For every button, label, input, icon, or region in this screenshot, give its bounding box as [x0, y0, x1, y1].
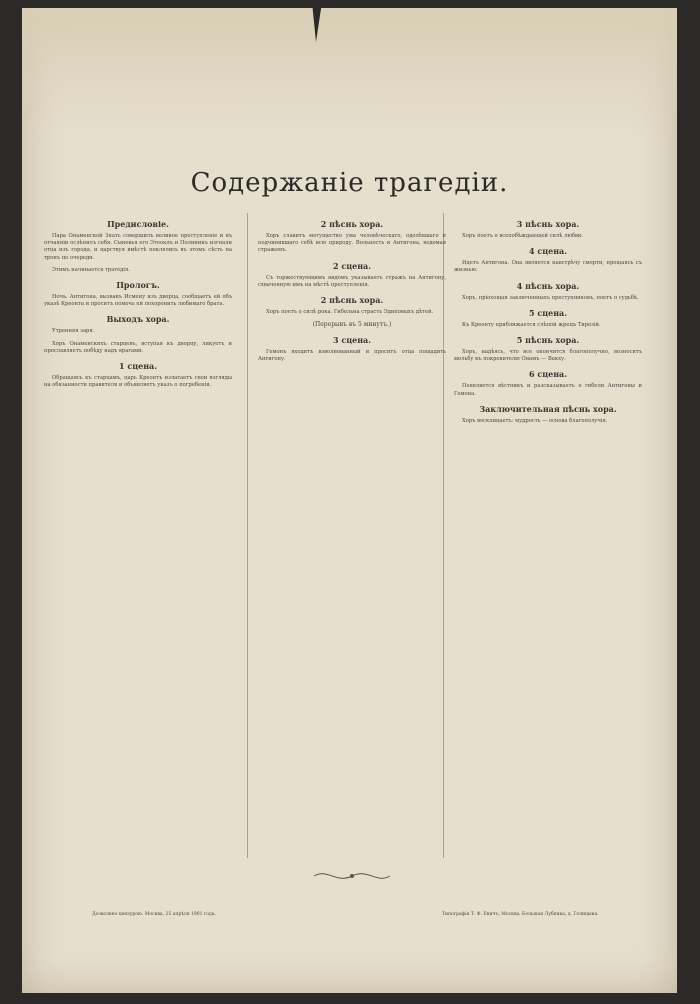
section-heading: 1 сцена. [118, 361, 158, 372]
section-text: Хоръ поетъ о силѣ рока. Гибельна страсть Эдиповыхъ дѣтей. [266, 309, 434, 316]
intermission-note: (Перерывъ въ 5 минутъ.) [312, 321, 392, 329]
section-heading: Прологъ. [116, 280, 160, 291]
column-middle [258, 213, 446, 369]
document-title: Содержаніе трагедіи. [190, 168, 509, 198]
section-text: Ночь. Антигона, вызвавъ Исмену изъ дворца, сообщаетъ ей объ указѣ Креонта и проситъ помочь ей похоронить любимаго брата. [44, 294, 232, 308]
section-heading: Выходъ хора. [106, 314, 170, 325]
section-heading: 2 пѣснь хора. [320, 295, 384, 306]
section-heading: 4 пѣснь хора. [516, 280, 580, 291]
paper-tear [312, 2, 322, 42]
section-text: Хоръ восклицаетъ: мудрость — основа благополучія. [462, 417, 608, 424]
censorship-note: Дозволено цензурою. Москва, 25 апрѣля 1901 года. [92, 912, 216, 917]
section-text: Хоръ поетъ о всепобѣждающей силѣ любви. [462, 233, 584, 239]
column-left [44, 213, 232, 394]
section-text: Этимъ начинается трагедія. [52, 266, 130, 273]
column-right [454, 213, 642, 430]
section-heading: 3 пѣснь хора. [516, 219, 580, 229]
section-text: Идетъ Антигона. Она является навстрѣчу смерти, прощаясь съ жизнью. [454, 260, 642, 274]
section-text: Къ Креонту приближается слѣпой жрецъ Тирезій. [462, 321, 601, 328]
section-text: Хоръ, надѣясь, что все окончится благополучно, возноситъ мольбу къ покровителю Онамъ — Вакху. [454, 349, 642, 363]
section-heading: Предисловіе. [107, 219, 169, 229]
section-text: Пара Онаменской Знать совершилъ великое преступленіе и въ отчаяніи ослѣпилъ себя. Сыновья его Этеоклъ и Полиникъ изгнали отца изъ города, и царствуя вмѣстѣ поклялись въ этомъ сѣсть на тронъ по очереди. [44, 233, 232, 261]
section-heading: Заключительная пѣснь хора. [479, 403, 617, 414]
document-page [22, 8, 677, 993]
section-heading: 5 сцена. [528, 307, 568, 318]
ornament-flourish [312, 868, 392, 884]
section-heading: 2 сцена. [332, 260, 372, 271]
section-heading: 3 сцена. [332, 335, 372, 346]
section-text: Обращаясь къ старцамъ, царь Креонтъ излагаетъ свои взгляды на обязанности правителя и объявляетъ указъ о погребеніи. [44, 375, 232, 389]
section-heading: 2 пѣснь хора. [320, 219, 384, 229]
section-heading: 4 сцена. [528, 246, 568, 257]
section-heading: 6 сцена. [528, 369, 568, 380]
section-text: Появляется вѣстникъ и разсказываетъ о гибели Антигоны и Гемона. [454, 383, 642, 397]
section-heading: 5 пѣснь хора. [516, 335, 580, 346]
section-subtitle: Утренняя заря. [52, 328, 95, 335]
section-text: Хоръ славитъ могущество ума человѣческаго, одолѣвшаго и подчинившаго себѣ всю природу. Вольность и Антигона, ведомая стражемъ. [258, 233, 446, 254]
printer-note: Типографія Т. Ф. Еничъ, Москва, Большая Лубянка, д. Голицына. [442, 912, 599, 917]
section-text: Хоръ, пріохощая заключенныхъ преступниковъ, поетъ о судьбѣ. [462, 294, 639, 301]
column-divider [247, 213, 248, 858]
section-text: Хоръ Онаменскихъ старцевъ, вступая къ дворцу, ликуетъ и прославляетъ побѣду надъ врагами. [44, 340, 232, 354]
section-text: Гемонъ входитъ взволнованный и проситъ отца пощадить Антигону. [258, 349, 446, 363]
section-text: Съ торжествующимъ видомъ указываетъ стражъ на Антигону, схваченную имъ на мѣстѣ преступленія. [258, 274, 446, 288]
